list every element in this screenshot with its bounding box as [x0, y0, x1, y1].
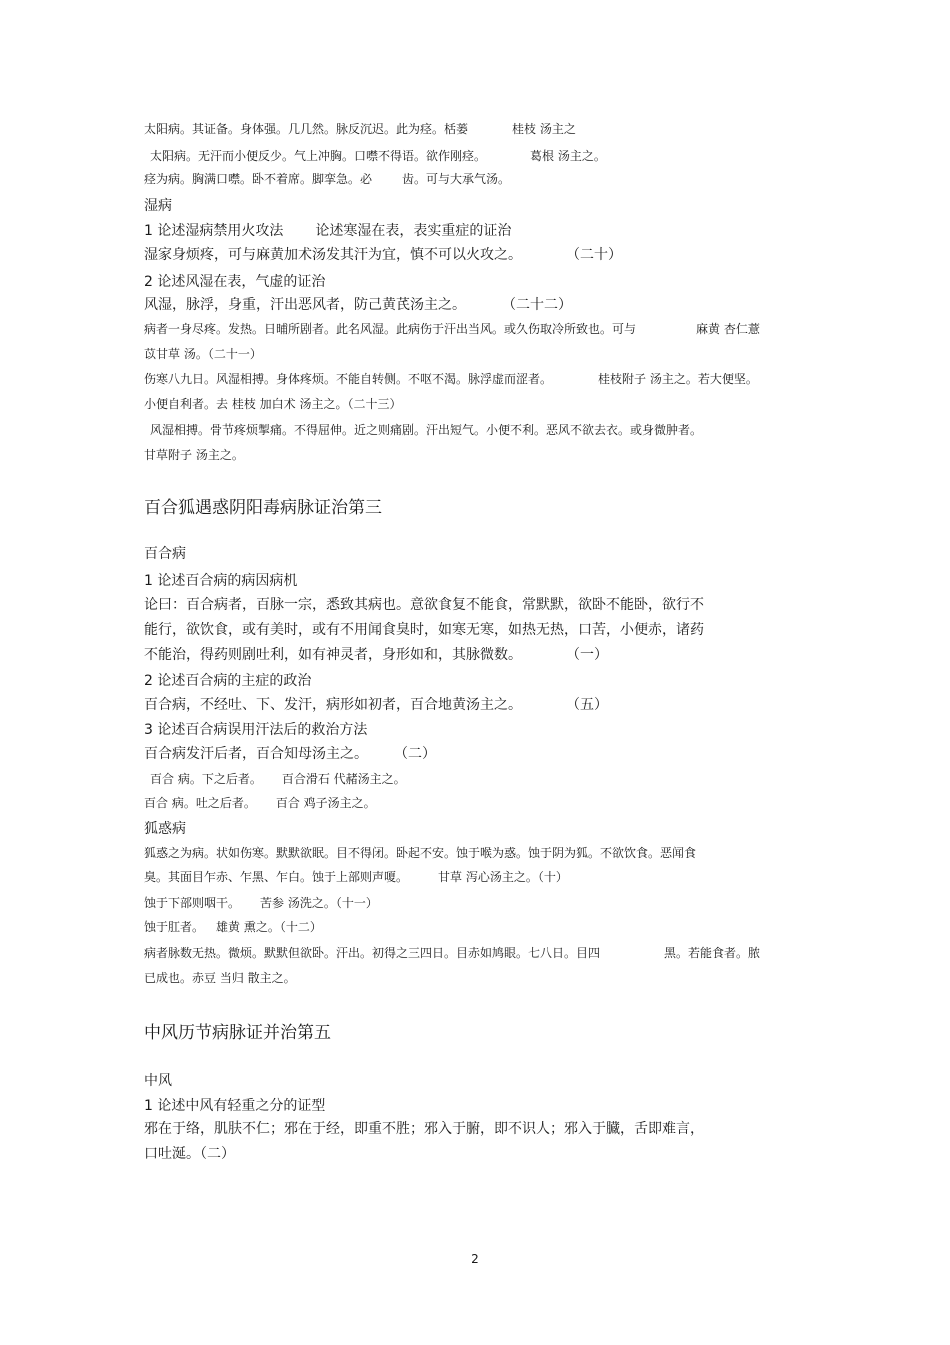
text-line: 论曰：百合病者，百脉一宗，悉致其病也。意欲食复不能食，常默默，欲卧不能卧，欲行不	[144, 597, 704, 613]
text-line: 痉为病。胸满口噤。卧不着席。脚挛急。必 齿。可与大承气汤。	[144, 172, 511, 186]
text-line: 能行，欲饮食，或有美时，或有不用闻食臭时，如寒无寒，如热无热，口苦，小便赤，诸药	[144, 622, 704, 638]
text-line: 不能治，得药则剧吐利，如有神灵者，身形如和，其脉微数。 （一）	[144, 647, 608, 663]
text-line: 百合 病。下之后者。 百合滑石 代赭汤主之。	[150, 772, 406, 786]
text-line: 蚀于下部则咽干。 苦参 汤洗之。（十一）	[144, 896, 378, 910]
text-line: 2 论述风湿在表，气虚的证治	[144, 274, 326, 290]
text-line: 太阳病。无汗而小便反少。气上冲胸。口噤不得语。欲作刚痉。 葛根 汤主之。	[150, 149, 606, 163]
text-line: 风湿相搏。骨节疼烦掣痛。不得屈伸。近之则痛剧。汗出短气。小便不利。恶风不欲去衣。或身微肿者。	[150, 423, 703, 437]
text-line: 口吐涎。（二）	[144, 1146, 235, 1162]
subsection-heading: 狐惑病	[144, 821, 186, 837]
text-line: 百合病，不经吐、下、发汗，病形如初者，百合地黄汤主之。 （五）	[144, 697, 608, 713]
text-line: 伤寒八九日。风湿相搏。身体疼烦。不能自转侧。不呕不渴。脉浮虚而涩者。 桂枝附子 汤主之。若大便坚。	[144, 372, 758, 386]
text-line: 百合病发汗后者，百合知母汤主之。 （二）	[144, 746, 436, 762]
text-line: 已成也。赤豆 当归 散主之。	[144, 971, 296, 985]
text-line: 1 论述湿病禁用火攻法 论述寒湿在表，表实重症的证治	[144, 223, 512, 239]
text-line: 百合 病。吐之后者。 百合 鸡子汤主之。	[144, 796, 376, 810]
text-line: 太阳病。其证备。身体强。几几然。脉反沉迟。此为痉。栝蒌 桂枝 汤主之	[144, 122, 576, 136]
section-heading: 百合狐遇惑阴阳毒病脉证治第三	[144, 498, 382, 518]
text-line: 湿家身烦疼，可与麻黄加术汤发其汗为宜，慎不可以火攻之。 （二十）	[144, 247, 622, 263]
text-line: 风湿，脉浮，身重，汗出恶风者，防己黄芪汤主之。 （二十二）	[144, 297, 572, 313]
text-line: 3 论述百合病误用汗法后的救治方法	[144, 722, 368, 738]
text-line: 狐惑之为病。状如伤寒。默默欲眠。目不得闭。卧起不安。蚀于喉为惑。蚀于阴为狐。不欲饮食。恶闻食	[144, 846, 697, 860]
text-line: 1 论述中风有轻重之分的证型	[144, 1098, 326, 1114]
text-line: 苡甘草 汤。（二十一）	[144, 347, 262, 361]
text-line: 臭。其面目乍赤、乍黑、乍白。蚀于上部则声嗄。 甘草 泻心汤主之。（十）	[144, 870, 568, 884]
text-line: 小便自利者。去 桂枝 加白术 汤主之。（二十三）	[144, 397, 402, 411]
text-line: 病者一身尽疼。发热。日晡所剧者。此名风湿。此病伤于汗出当风。或久伤取冷所致也。可与 麻黄 杏仁薏	[144, 322, 760, 336]
subsection-heading: 中风	[144, 1073, 172, 1089]
subsection-heading: 百合病	[144, 546, 186, 562]
page-number: 2	[471, 1252, 479, 1266]
text-line: 病者脉数无热。微烦。默默但欲卧。汗出。初得之三四日。目赤如鸠眼。七八日。目四 黑。若能食者。脓	[144, 946, 761, 960]
text-line: 1 论述百合病的病因病机	[144, 573, 298, 589]
subsection-heading: 湿病	[144, 198, 172, 214]
text-line: 甘草附子 汤主之。	[144, 448, 244, 462]
text-line: 邪在于络，肌肤不仁；邪在于经，即重不胜；邪入于腑，即不识人；邪入于臓，舌即难言，	[144, 1121, 704, 1137]
text-line: 2 论述百合病的主症的政治	[144, 673, 312, 689]
text-line: 蚀于肛者。 雄黄 熏之。（十二）	[144, 920, 322, 934]
section-heading: 中风历节病脉证并治第五	[144, 1023, 331, 1043]
